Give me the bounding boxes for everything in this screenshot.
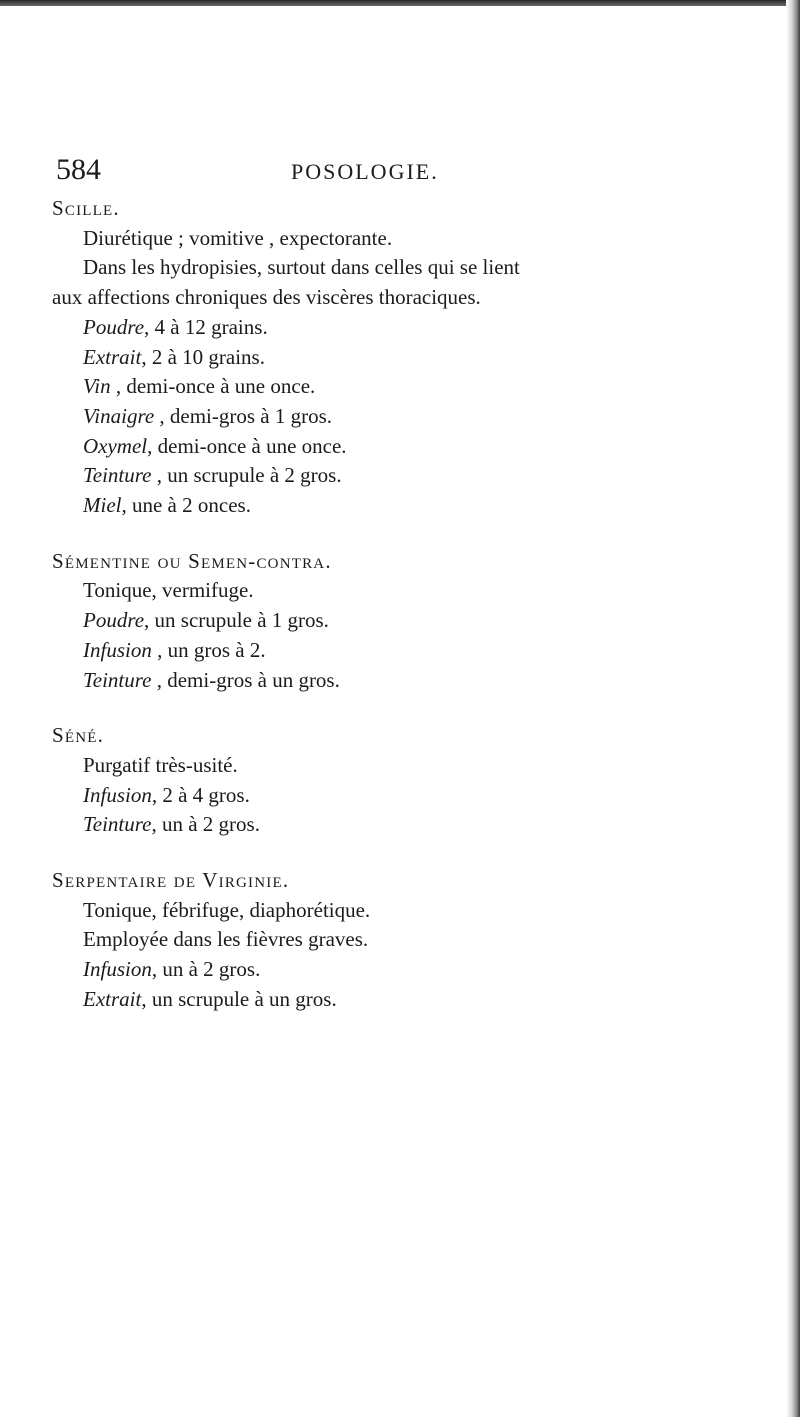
dosage-line (52, 810, 782, 840)
dosage-text: , demi-once à une once. (110, 374, 316, 399)
description-line (52, 283, 782, 313)
book-page (52, 150, 782, 1015)
dosage-text: , demi-gros à un gros. (151, 667, 340, 692)
dosage-line (52, 636, 782, 666)
preparation-name: Teinture (83, 667, 152, 692)
scan-edge-right (786, 0, 800, 1417)
entry (52, 547, 782, 696)
dosage-text: , 2 à 10 grains. (141, 344, 265, 369)
preparation-name: Poudre (83, 608, 145, 633)
dosage-text: , un à 2 gros. (151, 957, 261, 982)
description-text: Purgatif très-usité. (83, 752, 238, 777)
dosage-line (52, 781, 782, 811)
preparation-name: Teinture (83, 463, 152, 488)
entry-heading: Sémentine ou Semen-contra. (52, 548, 332, 573)
description-text: Employée dans les fièvres graves. (83, 927, 369, 952)
description-text: Tonique, fébrifuge, diaphorétique. (83, 897, 371, 922)
description-text: Dans les hydropisies, surtout dans celles qui se lient (83, 255, 520, 280)
preparation-name: Oxymel (83, 433, 148, 458)
entry-heading: Scille. (52, 196, 120, 220)
preparation-name: Miel (83, 493, 122, 518)
page-number: 584 (56, 153, 101, 186)
running-head (52, 150, 782, 194)
preparation-name: Teinture (83, 812, 152, 837)
preparation-name: Infusion (83, 782, 152, 807)
preparation-name: Poudre (83, 314, 145, 339)
dosage-line (52, 402, 782, 432)
description-line (52, 253, 782, 283)
entry-heading: Séné. (52, 723, 105, 748)
description-line (52, 751, 782, 781)
scan-edge-top (0, 0, 800, 6)
dosage-text: , un scrupule à 1 gros. (144, 608, 329, 633)
description-line (52, 896, 782, 926)
dosage-line (52, 461, 782, 491)
dosage-text: , 2 à 4 gros. (151, 782, 250, 807)
dosage-line (52, 666, 782, 696)
description-line (52, 576, 782, 606)
entry (52, 866, 782, 1015)
description-text: Diurétique ; vomitive , expectorante. (83, 225, 393, 250)
dosage-text: , une à 2 onces. (121, 493, 251, 518)
dosage-text: , demi-once à une once. (147, 433, 347, 458)
description-text: aux affections chroniques des viscères thoraciques. (52, 285, 481, 310)
dosage-line (52, 343, 782, 373)
entries-list (52, 194, 782, 1015)
entry (52, 194, 782, 521)
description-text: Tonique, vermifuge. (83, 578, 254, 603)
dosage-text: , un gros à 2. (151, 637, 266, 662)
preparation-name: Infusion (83, 637, 152, 662)
preparation-name: Vin (83, 374, 111, 399)
entry-heading: Serpentaire de Virginie. (52, 868, 290, 893)
dosage-text: , un scrupule à un gros. (141, 986, 337, 1011)
description-line (52, 925, 782, 955)
dosage-line (52, 985, 782, 1015)
dosage-line (52, 372, 782, 402)
preparation-name: Infusion (83, 957, 152, 982)
preparation-name: Extrait (83, 344, 142, 369)
dosage-text: , 4 à 12 grains. (144, 314, 268, 339)
preparation-name: Vinaigre (83, 403, 155, 428)
dosage-text: , demi-gros à 1 gros. (154, 403, 333, 428)
preparation-name: Extrait (83, 986, 142, 1011)
running-title: POSOLOGIE. (291, 159, 439, 184)
description-line (52, 224, 782, 254)
dosage-line (52, 313, 782, 343)
dosage-text: , un à 2 gros. (151, 812, 260, 837)
dosage-line (52, 606, 782, 636)
entry (52, 721, 782, 840)
dosage-line (52, 491, 782, 521)
dosage-line (52, 432, 782, 462)
dosage-line (52, 955, 782, 985)
dosage-text: , un scrupule à 2 gros. (151, 463, 342, 488)
